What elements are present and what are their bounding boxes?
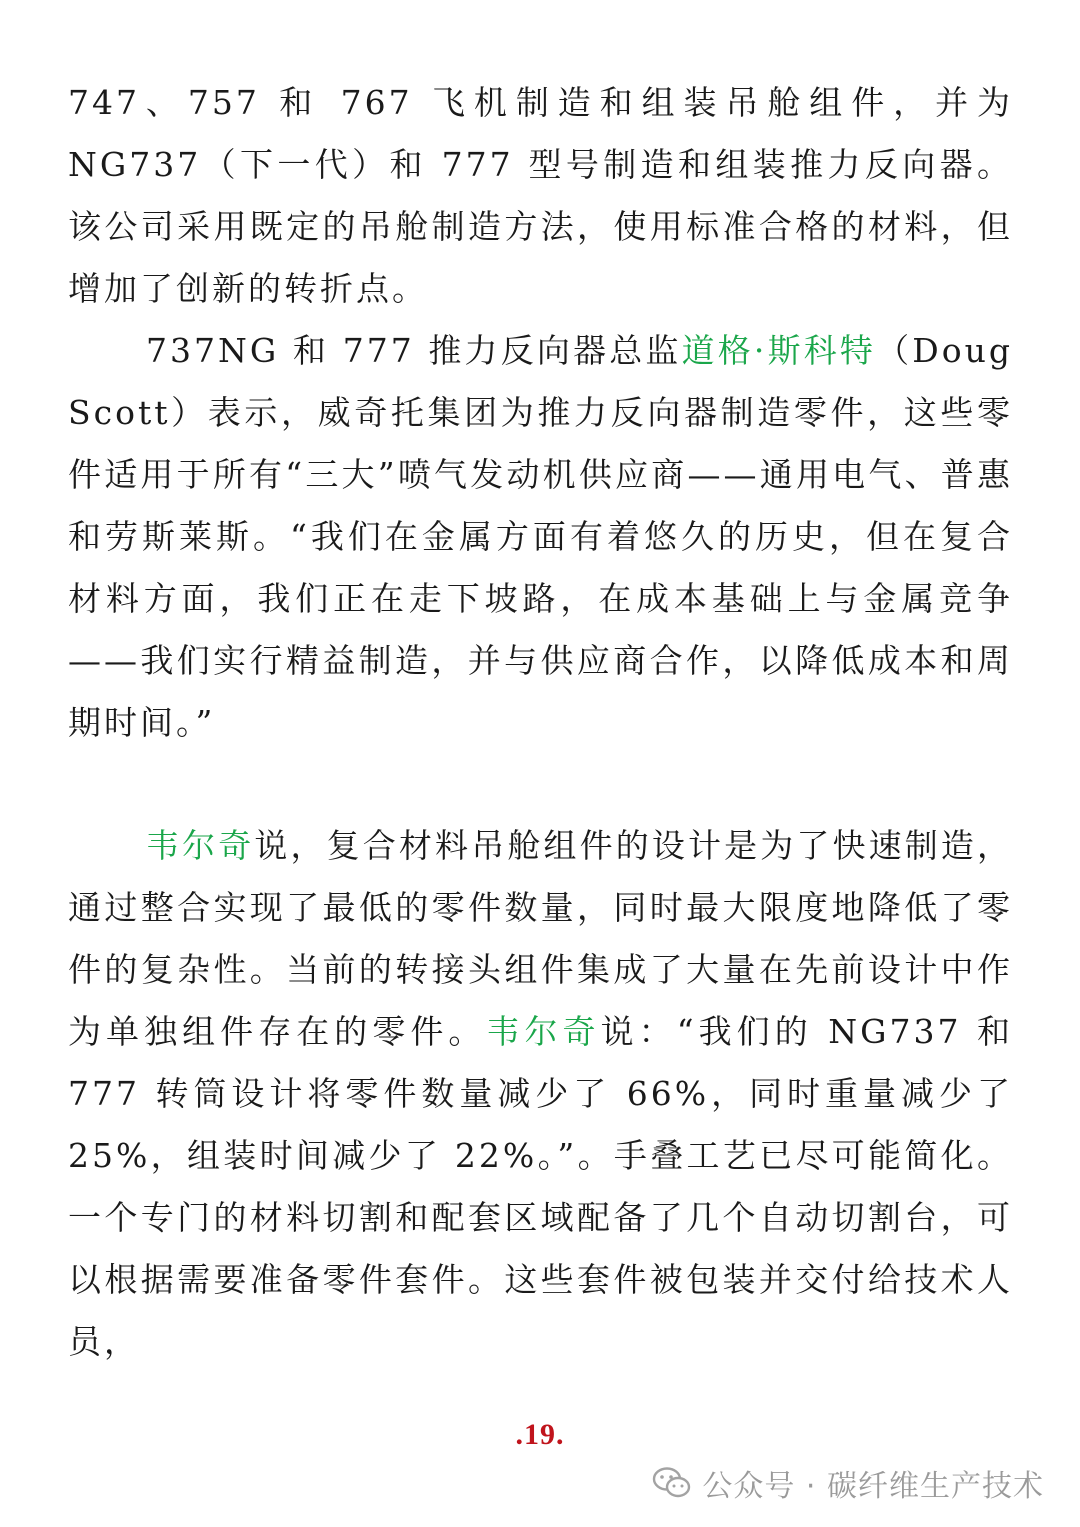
- paragraph-3-text-a: 说，复合材料吊舱组件的设计是为了快速制造，通过整合实现了最低的零件数量，同时最大限度地降低了零件的复杂性。当前的转接头组件集成了大量在先前设计中作为单独组件存在的零件。: [68, 826, 1014, 1051]
- person-name-highlight: 韦尔奇: [486, 1012, 601, 1051]
- page-number: .19.: [515, 1418, 565, 1451]
- paragraph-2-text-b: （Doug Scott）表示，威奇托集团为推力反向器制造零件，这些零件适用于所有“三大”喷气发动机供应商——通用电气、普惠和劳斯莱斯。“我们在金属方面有着悠久的历史，但在复合材料方面，我们正在走下坡路，在成本基础上与金属竞争——我们实行精益制造，并与供应商合作，以降低成本和周期时间。”: [68, 331, 1013, 742]
- person-name-highlight: 道格·斯科特: [681, 331, 877, 370]
- paragraph-1: [68, 72, 1013, 320]
- paragraph-2-text-a: 737NG 和 777 推力反向器总监: [146, 331, 682, 370]
- paragraph-1-text: 747、757 和 767 飞机制造和组装吊舱组件，并为 NG737（下一代）和 777 型号制造和组装推力反向器。该公司采用既定的吊舱制造方法，使用标准合格的材料，但增加了创新的转折点。: [68, 83, 1013, 308]
- watermark: [652, 1458, 1044, 1508]
- wechat-icon: [652, 1466, 692, 1500]
- paragraph-2: [68, 320, 1013, 754]
- watermark-text: 公众号 · 碳纤维生产技术: [702, 1469, 1044, 1504]
- paragraph-3-text-b: 说：“我们的 NG737 和 777 转筒设计将零件数量减少了 66%，同时重量减少了 25%，组装时间减少了 22%。”。手叠工艺已尽可能简化。一个专门的材料切割和配套区域配备了几个自动切割台，可以根据需要准备零件套件。这些套件被包装并交付给技术人员，: [68, 1012, 1014, 1361]
- paragraph-3: [68, 815, 1013, 1373]
- person-name-highlight: 韦尔奇: [146, 826, 255, 865]
